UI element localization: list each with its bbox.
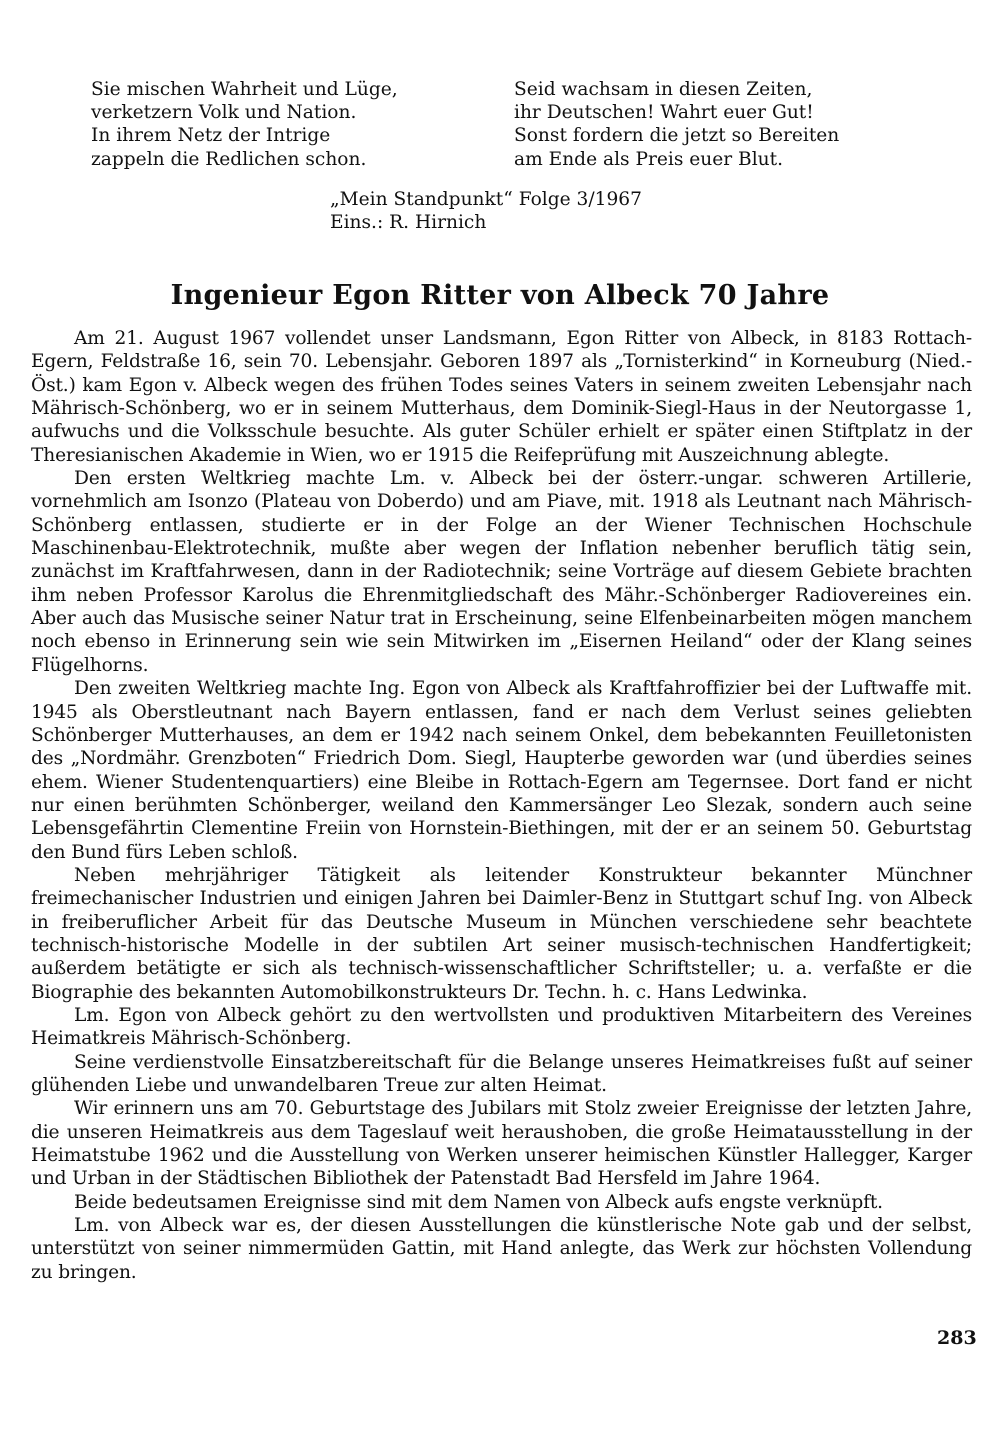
article-paragraph: Den ersten Weltkrieg machte Lm. v. Albeck bei der österr.-ungar. schweren Artillerie, vornehmlich am Isonzo (Plateau von Doberdo) und am Piave, mit. 1918 als Leutnant nach Mährisch-Schönberg entlassen, studierte er in der Folge an der Wiener Technischen Hochschule Maschinenbau-Elektrotechnik, mußte aber wegen der Inflation nebenher beruflich tätig sein, zunächst im Kraftfahrwesen, dann in der Radiotechnik; seine Vorträge auf diesem Gebiete brachten ihm neben Professor Karolus die Ehrenmitgliedschaft des Mähr.-Schönberger Radiovereines ein. Aber auch das Musische seiner Natur trat in Erscheinung, seine Elfenbeinarbeiten mögen manchem noch ebenso in Erinnerung sein wie sein Mitwirken im „Eisernen Heiland“ oder der Klang seines Flügelhorns. bbox=[31, 468, 972, 676]
poem-line: zappeln die Redlichen schon. bbox=[91, 148, 367, 170]
poem-line: Seid wachsam in diesen Zeiten, bbox=[514, 79, 813, 100]
article-body bbox=[31, 327, 972, 1284]
article-paragraph: Wir erinnern uns am 70. Geburtstage des Jubilars mit Stolz zweier Ereignisse der letzten Jahre, die unseren Heimatkreis aus dem Tageslauf weit heraushoben, die große Heimatausstellung in der Heimatstube 1962 und die Ausstellung von Werken unserer heimischen Künstler Hallegger, Karger und Urban in der Städtischen Bibliothek der Patenstadt Bad Hersfeld im Jahre 1964. bbox=[31, 1098, 972, 1190]
source-contributor: Eins.: R. Hirnich bbox=[330, 212, 487, 233]
page-number: 283 bbox=[937, 1327, 977, 1349]
poem-line: Sie mischen Wahrheit und Lüge, bbox=[91, 79, 398, 100]
article-paragraph: Neben mehrjähriger Tätigkeit als leitender Konstrukteur bekannter Münchner freimechanischer Industrien und einigen Jahren bei Daimler-Benz in Stuttgart schuf Ing. von Albeck in freiberuflicher Arbeit für das Deutsche Museum in München verschiedene sehr beachtete technisch-historische Modelle in der subtilen Art seiner musisch-technischen Handfertigkeit; außerdem betätigte er sich als technisch-wissenschaftlicher Schriftsteller; u. a. verfaßte er die Biographie des bekannten Automobilkonstrukteurs Dr. Techn. h. c. Hans Ledwinka. bbox=[31, 864, 972, 1003]
article-paragraph: Lm. von Albeck war es, der diesen Ausstellungen die künstlerische Note gab und der selbst, unterstützt von seiner nimmermüden Gattin, mit Hand anlegte, das Werk zur höchsten Vollendung zu bringen. bbox=[31, 1215, 972, 1283]
article-paragraph: Am 21. August 1967 vollendet unser Landsmann, Egon Ritter von Albeck, in 8183 Rottach-Egern, Feldstraße 16, sein 70. Lebensjahr. Geboren 1897 als „Tornisterkind“ in Korneuburg (Nied.-Öst.) kam Egon v. Albeck wegen des frühen Todes seines Vaters in seinem zweiten Lebensjahr nach Mährisch-Schönberg, wo er in seinem Mutterhaus, dem Dominik-Siegl-Haus in der Neutorgasse 1, aufwuchs und die Volksschule besuchte. Als guter Schüler erhielt er später einen Stiftplatz in der Theresianischen Akademie in Wien, wo er 1915 die Reifeprüfung mit Auszeichnung ablegte. bbox=[31, 328, 972, 466]
poem-line: am Ende als Preis euer Blut. bbox=[514, 148, 784, 170]
article-paragraph: Beide bedeutsamen Ereignisse sind mit dem Namen von Albeck aufs engste verknüpft. bbox=[74, 1191, 883, 1213]
poem-line: In ihrem Netz der Intrige bbox=[91, 125, 331, 147]
poem-line: Sonst fordern die jetzt so Bereiten bbox=[514, 125, 840, 147]
poem-stanza-left bbox=[91, 78, 398, 171]
article-paragraph: Seine verdienstvolle Einsatzbereitschaft für die Belange unseres Heimatkreises fußt auf seiner glühenden Liebe und unwandelbaren Treue zur alten Heimat. bbox=[31, 1051, 972, 1096]
poem-line: ihr Deutschen! Wahrt euer Gut! bbox=[514, 102, 814, 124]
poem-line: verketzern Volk und Nation. bbox=[91, 102, 357, 124]
article-paragraph: Den zweiten Weltkrieg machte Ing. Egon von Albeck als Kraftfahroffizier bei der Luftwaffe mit. 1945 als Oberstleutnant nach Bayern entlassen, fand er nach dem Verlust seines geliebten Schönberger Mutterhauses, an dem er 1942 nach seinem Onkel, dem bebekannten Feuilletonisten des „Nordmähr. Grenzboten“ Friedrich Dom. Siegl, Haupterbe geworden war (und überdies seines ehem. Wiener Studentenquartiers) eine Bleibe in Rottach-Egern am Tegernsee. Dort fand er nicht nur einen berühmten Schönberger, weiland den Kammersänger Leo Slezak, sondern auch seine Lebensgefährtin Clementine Freiin von Hornstein-Biethingen, mit der er an seinem 50. Geburtstag den Bund fürs Leben schloß. bbox=[31, 678, 972, 863]
poem-source bbox=[330, 188, 642, 234]
poem-stanza-right bbox=[514, 78, 839, 171]
article-paragraph: Lm. Egon von Albeck gehört zu den wertvollsten und produktiven Mitarbeitern des Vereines Heimatkreis Mährisch-Schönberg. bbox=[31, 1004, 972, 1050]
article-title: Ingenieur Egon Ritter von Albeck 70 Jahre bbox=[170, 280, 830, 311]
source-publication: „Mein Standpunkt“ Folge 3/1967 bbox=[330, 189, 642, 210]
